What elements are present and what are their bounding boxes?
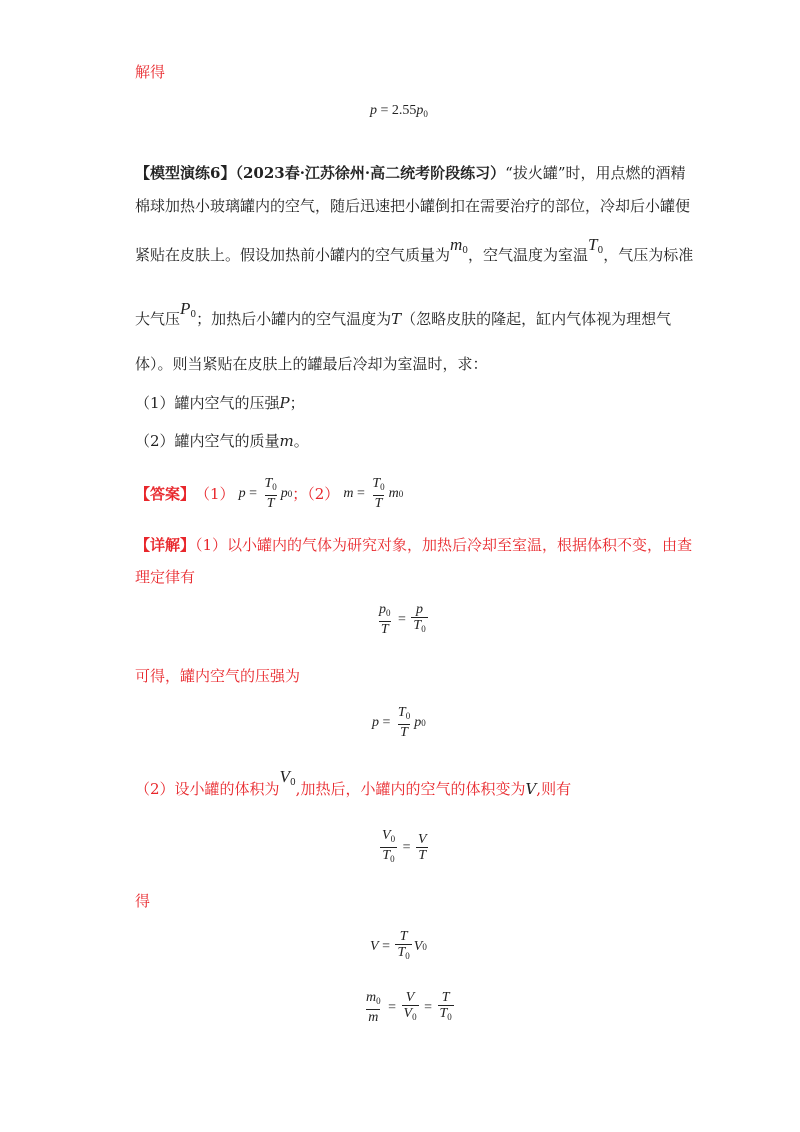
problem-line-5: 体）。则当紧贴在皮肤上的罐最后冷却为室温时，求： xyxy=(135,355,488,373)
answer-2-formula: m = $\frac{T_0}{T}$ m 0 xyxy=(343,476,404,511)
problem-line-2: 棉球加热小玻璃罐内的空气，随后迅速把小罐倒扣在需要治疗的部位，冷却后小罐便 xyxy=(135,197,691,215)
question-2: （2）罐内空气的质量m。 xyxy=(135,432,309,450)
answer-line: 【答案】 （1） p = $\frac{T_0}{T}$ p 0 ；（2） m = $\frac{T_0}{T}$ m 0 xyxy=(135,476,404,511)
equation-pressure-result: p = $\frac{T_0}{T}$ p 0 xyxy=(372,705,426,740)
detail-tag: 【详解】 xyxy=(135,536,196,554)
answer-tag: 【答案】 xyxy=(135,484,196,503)
problem-line-3: 紧贴在皮肤上。假设加热前小罐内的空气质量为$m_0$，空气温度为室温$T_0$，气压为标准 xyxy=(135,235,694,264)
problem-tag: 【模型演练6】 xyxy=(135,164,236,182)
problem-line-4: 大气压$P_0$；加热后小罐内的空气温度为T（忽略皮肤的隆起，缸内气体视为理想气 xyxy=(135,299,672,328)
jiede-label: 解得 xyxy=(135,63,166,81)
equation-volume-ratio: $\frac{V_0}{T_0}$ = $\frac{V}{T}$ xyxy=(378,828,431,867)
detail-line-1: 【详解】（1）以小罐内的气体为研究对象，加热后冷却至室温，根据体积不变，由查 xyxy=(135,536,693,554)
answer-1-formula: p = $\frac{T_0}{T}$ p 0 xyxy=(238,476,293,511)
de-label: 得 xyxy=(135,892,151,910)
equation-p-result: $p = 2.55p_0$ xyxy=(370,103,428,119)
equation-volume-result: V = $\frac{T}{T_0}$ V 0 xyxy=(370,929,427,964)
problem-source: （2023春·江苏徐州·高二统考阶段练习） xyxy=(235,164,506,182)
equation-charles-law: $\frac{p_0}{T}$ = $\frac{p}{T_0}$ xyxy=(379,602,426,637)
question-1: （1）罐内空气的压强P； xyxy=(135,394,305,412)
detail-line-2: 理定律有 xyxy=(135,568,196,586)
kede-line: 可得，罐内空气的压强为 xyxy=(135,667,301,685)
detail-part-2: （2）设小罐的体积为$V_0$,加热后，小罐内的空气的体积变为V,则有 xyxy=(135,767,572,798)
equation-mass-ratio: $\frac{m_0}{m}$ = $\frac{V}{V_0}$ = $\frac{T}{T_0}$ xyxy=(366,990,452,1025)
problem-line-1: 【模型演练6】（2023春·江苏徐州·高二统考阶段练习）“拔火罐”时，用点燃的酒精 xyxy=(135,164,686,182)
